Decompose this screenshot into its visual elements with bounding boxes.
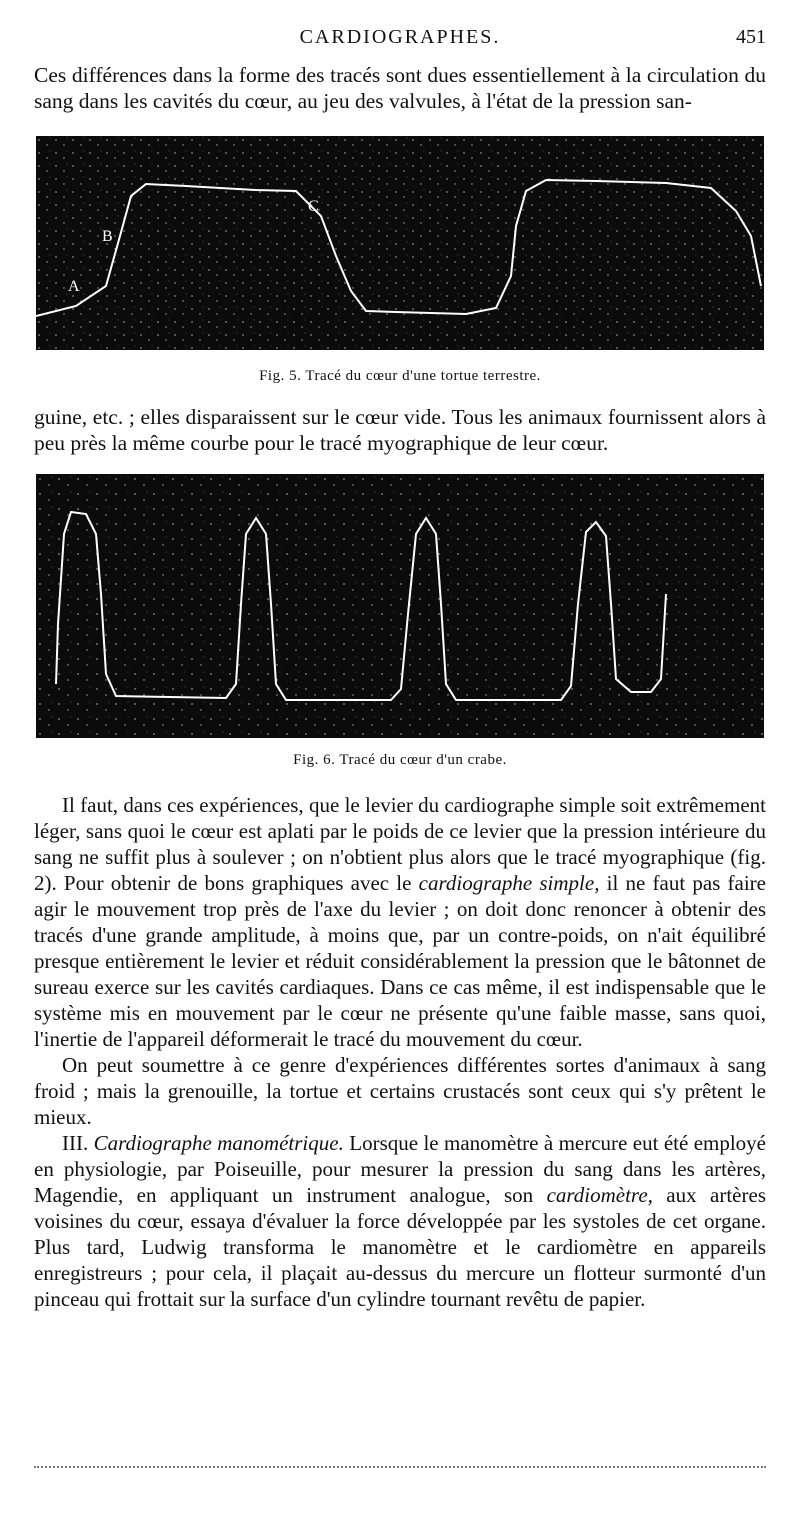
footer-rule bbox=[34, 1466, 766, 1468]
paragraph-1 bbox=[34, 792, 766, 1052]
figure-5-svg bbox=[36, 136, 764, 350]
page-header bbox=[34, 26, 766, 54]
intro-paragraph bbox=[34, 62, 766, 114]
middle-text: guine, etc. ; elles disparaissent sur le cœur vide. Tous les animaux fournissent alors à peu près la même courbe pour le tracé myographique de leur cœur. bbox=[34, 405, 766, 455]
paragraph-3-text-a: Lorsque le manomètre à mercure eut été employé en physiologie, par Poiseuille, pour mesurer la pression du sang dans les artères, Magendie, en appliquant un instrument analogue, son bbox=[34, 1131, 767, 1207]
paragraph-1-emphasis: cardiographe simple, bbox=[418, 871, 600, 895]
section-number: III. bbox=[62, 1131, 94, 1155]
paragraph-3-text-b: aux artères voisines du cœur, essaya d'évaluer la force développée par les systoles de cet organe. Plus tard, Ludwig transforma le manomètre et le cardiomètre en appareils enregistreurs ; pour cela, il plaçait au-dessus du mercure un flotteur surmonté d'un pinceau qui frottait sur la surface d'un cylindre tournant revêtu de papier. bbox=[34, 1183, 766, 1311]
figure-5-label-a: A bbox=[68, 278, 80, 295]
paragraph-1-text-a: Il faut, dans ces expériences, que le levier du cardiographe simple soit extrêmement léger, sans quoi le cœur est aplati par le poids de ce levier que la pression intérieure du sang ne suffit plus à soulever ; on n'obtient plus alors que le tracé myographique (fig. 2). Pour obtenir de bons graphiques avec le bbox=[34, 793, 766, 895]
paragraph-3-emphasis: cardiomètre, bbox=[546, 1183, 653, 1207]
paragraph-2: On peut soumettre à ce genre d'expériences différentes sortes d'animaux à sang froid ; mais la grenouille, la tortue et certains crustacés sont ceux qui s'y prêtent le mieux. bbox=[34, 1053, 766, 1129]
figure-5-label-b: B bbox=[102, 228, 113, 245]
paragraph-3 bbox=[34, 1130, 766, 1312]
figure-6-svg bbox=[36, 474, 764, 738]
middle-paragraph bbox=[34, 404, 766, 456]
page-number: 451 bbox=[736, 26, 766, 48]
figure-6-caption: Fig. 6. Tracé du cœur d'un crabe. bbox=[293, 752, 507, 768]
figure-5-caption: Fig. 5. Tracé du cœur d'une tortue terrestre. bbox=[259, 368, 541, 384]
figure-5-trace bbox=[36, 136, 764, 350]
body-text bbox=[34, 792, 766, 1312]
figure-6-trace bbox=[36, 474, 764, 738]
running-head: CARDIOGRAPHES. bbox=[299, 26, 501, 48]
paragraph-1-text-b: il ne faut pas faire agir le mouvement trop près de l'axe du levier ; on doit donc renoncer à obtenir des tracés d'une grande amplitude, à moins que, par un contre-poids, on n'ait équilibré presque entièrement le levier et réduit considérablement la pression que le bâtonnet de sureau exerce sur les cavités cardiaques. Dans ce cas même, il est indispensable que le système mis en mouvement par le cœur ne présente qu'une faible masse, sans quoi, l'inertie de l'appareil déformerait le tracé du mouvement du cœur. bbox=[34, 871, 766, 1051]
figure-5-label-c: C bbox=[308, 198, 319, 215]
intro-text: Ces différences dans la forme des tracés sont dues essentiellement à la circulation du sang dans les cavités du cœur, au jeu des valvules, à l'état de la pression san- bbox=[34, 63, 766, 113]
section-title: Cardiographe manométrique. bbox=[93, 1131, 344, 1155]
